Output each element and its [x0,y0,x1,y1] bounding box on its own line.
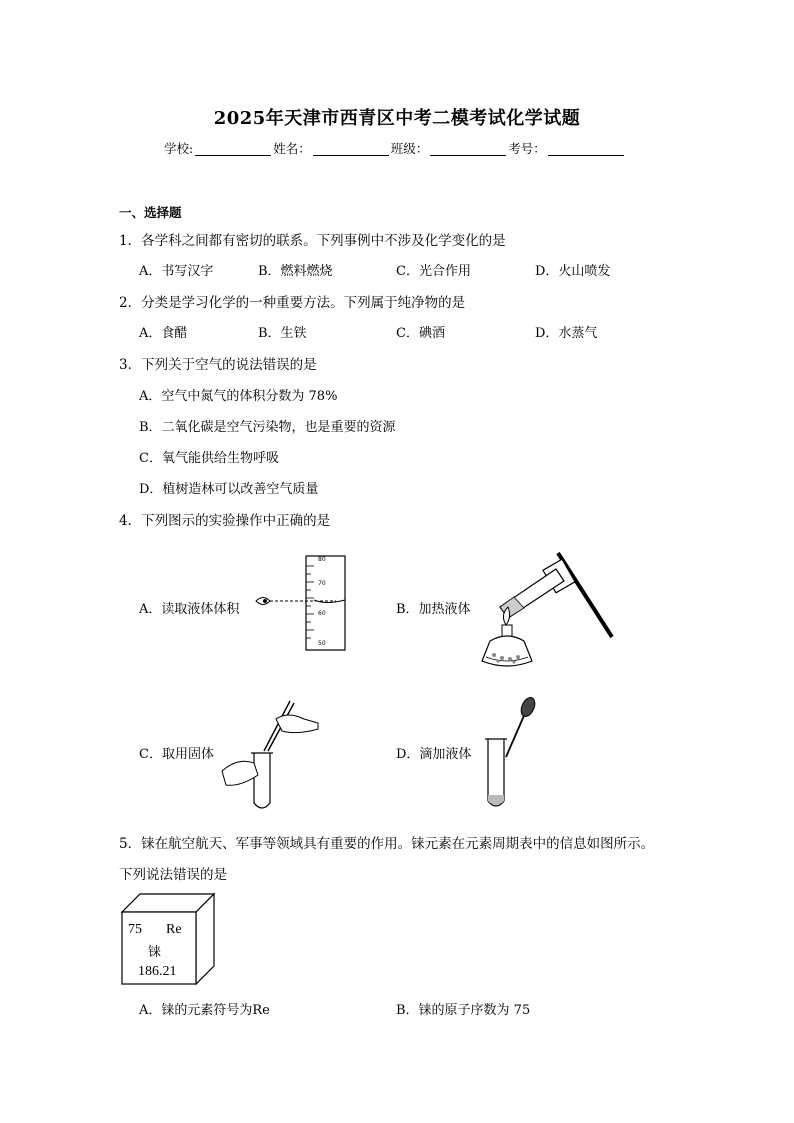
right-hand [276,715,318,733]
q4-option-c: C．取用固体 [139,747,214,762]
test-tube [485,739,507,806]
question-4-stem: 4．下列图示的实验操作中正确的是 [119,513,331,529]
cylinder-tick-60: 60 [318,610,326,617]
q1-option-d: D．火山喷发 [535,264,611,279]
q1-option-b: B．燃料燃烧 [258,264,333,279]
question-3-stem: 3．下列关于空气的说法错误的是 [119,357,317,373]
name-label: 姓名： [273,141,311,156]
question-5-stem-line-1: 5．铼在航空航天、军事等领域具有重要的作用。铼元素在元素周期表中的信息如图所示。 [119,836,655,852]
class-blank [430,141,506,156]
q4-option-d: D．滴加液体 [396,747,472,762]
dropper [506,695,538,757]
element-name: 铼 [148,945,162,960]
q5-option-b: B．铼的原子序数为 75 [396,1003,531,1018]
cylinder-tick-80: 80 [318,556,326,563]
school-blank [195,141,271,156]
left-hand [222,761,258,785]
q3-option-c: C．氧气能供给生物呼吸 [139,451,279,466]
page-title: 2025年天津市西青区中考二模考试化学试题 [213,108,581,129]
q3-option-a: A．空气中氮气的体积分数为 78% [139,389,338,404]
class-label: 班级： [390,141,429,156]
q2-option-a: A．食醋 [139,326,188,341]
q3-option-b: B．二氧化碳是空气污染物，也是重要的资源 [139,420,396,435]
q4-option-a: A．读取液体体积 [139,602,240,617]
q2-option-c: C．碘酒 [396,326,445,341]
element-atomic-mass: 186.21 [138,964,177,979]
q5-option-a: A．铼的元素符号为Re [139,1003,270,1018]
alcohol-lamp [482,625,532,666]
exam-number-label: 考号： [508,141,546,156]
q2-option-b: B．生铁 [258,326,307,341]
q3-option-d: D．植树造林可以改善空气质量 [139,482,319,497]
q1-option-c: C．光合作用 [396,264,471,279]
test-tube [251,753,273,808]
exam-number-blank [548,141,624,156]
question-2-stem: 2．分类是学习化学的一种重要方法。下列属于纯净物的是 [119,295,466,311]
school-label: 学校: [164,141,194,156]
heating-liquid-figure [478,545,626,685]
q1-option-a: A．书写汉字 [139,264,214,279]
read-cylinder-figure [250,552,350,654]
element-symbol: Re [166,922,182,937]
student-info-line [164,139,626,157]
question-1-stem: 1．各学科之间都有密切的联系。下列事例中不涉及化学变化的是 [119,233,506,249]
element-atomic-number: 75 [128,922,142,937]
name-blank [313,141,389,156]
section-heading: 一、选择题 [119,205,182,220]
solid-taking-figure [218,695,328,813]
q2-option-d: D．水蒸气 [535,326,598,341]
dropping-liquid-figure [474,697,544,815]
question-5-stem-line-2: 下列说法错误的是 [119,867,227,883]
cylinder-tick-70: 70 [318,580,326,587]
tube-holder [543,553,612,637]
cylinder-tick-50: 50 [318,640,326,647]
q4-option-b: B．加热液体 [396,602,471,617]
